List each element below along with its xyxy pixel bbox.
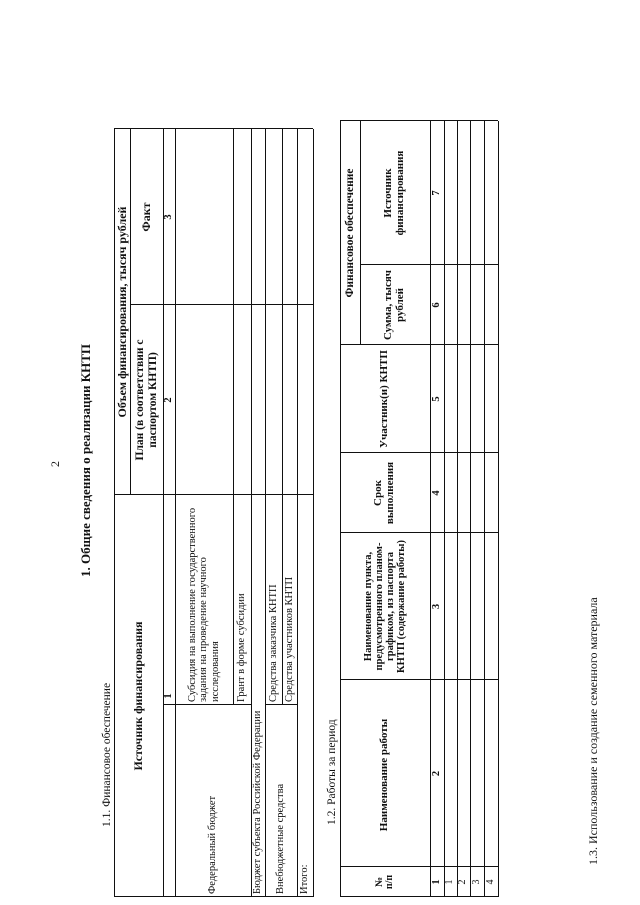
col-number-7: 7 (431, 190, 443, 196)
col-number-3: 3 (431, 603, 443, 610)
header-participants: Участник(и) КНТП (378, 350, 391, 448)
col-number-1: 1 (163, 693, 175, 699)
header-number: № п/п (373, 874, 395, 890)
page-number: 2 (48, 461, 62, 467)
row-subsidy: Субсидия на выполнение государственного задания на проведение научного исследования (187, 507, 221, 702)
col-number-4: 4 (431, 490, 443, 496)
financing-subsection-title: 1.1. Финансовое обеспечение (101, 682, 113, 827)
row-total: Итого: (299, 864, 311, 894)
header-plan-item: Наименование пункта, предусмотренного планом-графиком, из паспорта КНТП (содержание работы) (362, 540, 408, 673)
col-number-3: 3 (163, 214, 175, 220)
header-volume: Объем финансирования, тысяч рублей (114, 206, 129, 418)
table-row: 1 (444, 879, 456, 885)
header-source: Источник финансирования (131, 621, 146, 771)
header-funding-source: Источник финансирования (382, 150, 406, 236)
row-customer-funds: Средства заказчика КНТП (267, 584, 279, 702)
col-number-2: 2 (163, 397, 175, 403)
col-number-1: 1 (431, 879, 443, 885)
header-work-name: Наименование работы (378, 718, 391, 832)
row-participant-funds: Средства участников КНТП (283, 576, 295, 702)
header-term: Срок выполнения (372, 461, 396, 525)
table-row: 3 (470, 879, 482, 885)
seed-material-subsection-title: 1.3. Использование и создание семенного материала (586, 597, 600, 865)
table-row: 2 (457, 879, 469, 885)
works-subsection-title: 1.2. Работы за период (326, 719, 338, 825)
header-sum: Сумма, тысяч рублей (382, 270, 406, 340)
row-extrabudgetary: Внебюджетные средства (275, 783, 287, 894)
table-row: 4 (484, 879, 496, 885)
col-number-2: 2 (431, 770, 443, 777)
section-heading: 1. Общие сведения о реализации КНТП (78, 343, 93, 577)
header-plan: План (в соответствии с паспортом КНТП) (134, 339, 159, 461)
row-federal-budget: Федеральный бюджет (207, 795, 219, 894)
col-number-6: 6 (431, 302, 443, 308)
row-regional-budget: Бюджет субъекта Российской Федерации (252, 710, 264, 894)
header-fact: Факт (139, 202, 154, 232)
row-grant: Грант в форме субсидии (236, 593, 248, 702)
header-financial-support: Финансовое обеспечение (343, 168, 356, 298)
col-number-5: 5 (431, 396, 443, 402)
